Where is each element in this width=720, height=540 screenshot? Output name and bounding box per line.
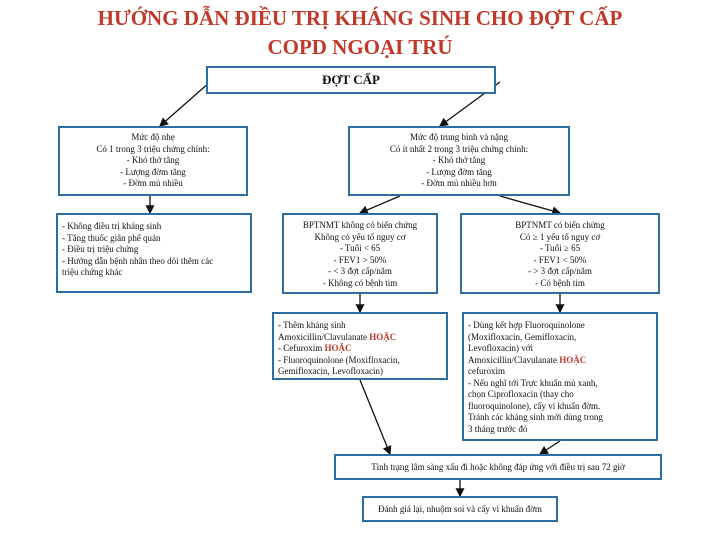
risk-line-1: BPTNMT có biến chứng — [515, 220, 605, 230]
risk-box — [460, 213, 660, 294]
risk-tx-line-9: Tránh các kháng sinh mới dùng trong — [468, 412, 603, 422]
no-risk-tx-line-1: - Thêm kháng sinh — [278, 320, 346, 330]
no-risk-line-4: - FEV1 > 50% — [333, 254, 387, 265]
no-risk-tx-or-1: HOẶC — [369, 331, 397, 342]
reassess-label: Đánh giá lại, nhuộm soi và cấy vi khuẩn đờm — [378, 504, 542, 514]
no-risk-tx-line-4: - Fluoroquinolone (Moxifloxacin, — [278, 354, 400, 365]
arrow-top-to-mild — [160, 82, 210, 126]
reassess-box — [362, 496, 558, 522]
mild-treatment-box — [56, 213, 252, 293]
arrow-no-risk-tx-to-worse — [360, 380, 390, 454]
mild-tx-line-3: - Điều trị triệu chứng — [62, 244, 139, 254]
no-risk-line-5: - < 3 đợt cấp/năm — [328, 266, 392, 276]
no-risk-box — [282, 213, 438, 294]
mild-tx-line-5: triệu chứng khác — [62, 267, 123, 277]
no-risk-tx-line-3 — [278, 343, 446, 355]
exacerbation-label: ĐỢT CẤP — [322, 72, 380, 87]
risk-tx-line-7: chọn Ciprofloxacin (thay cho — [468, 389, 574, 399]
moderate-line-4: - Lượng đờm tăng — [426, 166, 492, 177]
moderate-line-2: Có ít nhất 2 trong 3 triệu chứng chính: — [389, 143, 529, 154]
worsening-box — [334, 454, 662, 480]
risk-tx-line-2: (Moxifloxacin, Gemifloxacin, — [468, 331, 577, 342]
moderate-line-3: - Khó thở tăng — [432, 155, 486, 165]
no-risk-line-1: BPTNMT không có biến chứng — [302, 220, 418, 230]
arrow-moderate-to-risk — [500, 196, 560, 213]
risk-tx-line-6: - Nếu nghĩ tới Trực khuẩn mủ xanh, — [468, 377, 598, 388]
risk-tx-line-3: Levofloxacin) với — [468, 343, 533, 353]
worsening-label: Tình trạng lâm sàng xấu đi hoặc không đáp ứng với điều trị sau 72 giờ — [371, 462, 625, 472]
mild-tx-line-4: - Hướng dẫn bệnh nhân theo dõi thêm các — [62, 255, 214, 266]
risk-treatment-box — [462, 312, 658, 441]
title-line-2: COPD NGOẠI TRÚ — [267, 35, 453, 59]
no-risk-tx-line-5: Gemifloxacin, Levofloxacin) — [278, 366, 383, 376]
risk-tx-line-5: cefuroxim — [468, 366, 505, 376]
mild-line-4: - Lượng đờm tăng — [120, 166, 186, 177]
mild-tx-line-2: - Tăng thuốc giãn phế quản — [62, 232, 161, 243]
risk-tx-line-4 — [468, 355, 656, 367]
no-risk-tx-or-2: HOẶC — [324, 343, 352, 353]
no-risk-tx-cefuroxim: - Cefuroxim — [278, 343, 323, 353]
risk-line-4: - FEV1 < 50% — [533, 254, 587, 265]
risk-tx-line-8: fluoroquinolone), cấy vi khuẩn đờm. — [468, 400, 601, 411]
mild-line-3: - Khó thở tăng — [126, 155, 180, 165]
risk-line-3: - Tuổi ≥ 65 — [539, 243, 581, 253]
no-risk-line-6: - Không có bệnh tim — [322, 277, 398, 288]
risk-line-2: Có ≥ 1 yếu tố nguy cơ — [519, 231, 601, 242]
mild-tx-line-1: - Không điều trị kháng sinh — [62, 221, 162, 231]
no-risk-tx-drug: Amoxicillin/Clavulanate — [278, 331, 367, 342]
mild-line-5: - Đờm mủ nhiều — [123, 178, 183, 188]
risk-tx-line-10: 3 tháng trước đó — [468, 423, 528, 434]
risk-tx-or: HOẶC — [559, 354, 587, 365]
no-risk-treatment-box — [272, 312, 448, 380]
moderate-line-1: Mức độ trung bình và nặng — [409, 132, 509, 142]
no-risk-tx-line-2 — [278, 332, 446, 344]
mild-line-1: Mức độ nhẹ — [131, 132, 175, 142]
risk-line-5: - > 3 đợt cấp/năm — [528, 266, 592, 276]
moderate-line-5: - Đờm mủ nhiều hơn — [421, 178, 497, 188]
mild-severity-box — [58, 126, 248, 196]
arrow-risk-tx-to-worse — [540, 441, 560, 454]
risk-line-6: - Có bệnh tim — [535, 277, 585, 288]
no-risk-line-3: - Tuổi < 65 — [339, 243, 381, 253]
risk-tx-drug: Amoxicillin/Clavulanate — [468, 354, 557, 365]
title-line-1: HƯỚNG DẪN ĐIỀU TRỊ KHÁNG SINH CHO ĐỢT CẤP — [97, 6, 623, 30]
exacerbation-box — [206, 66, 496, 94]
no-risk-line-2: Không có yếu tố nguy cơ — [314, 231, 406, 242]
mild-line-2: Có 1 trong 3 triệu chứng chính: — [96, 143, 210, 154]
moderate-severity-box — [348, 126, 570, 196]
arrow-moderate-to-no-risk — [360, 196, 400, 213]
risk-tx-line-1: - Dùng kết hợp Fluoroquinolone — [468, 320, 585, 330]
